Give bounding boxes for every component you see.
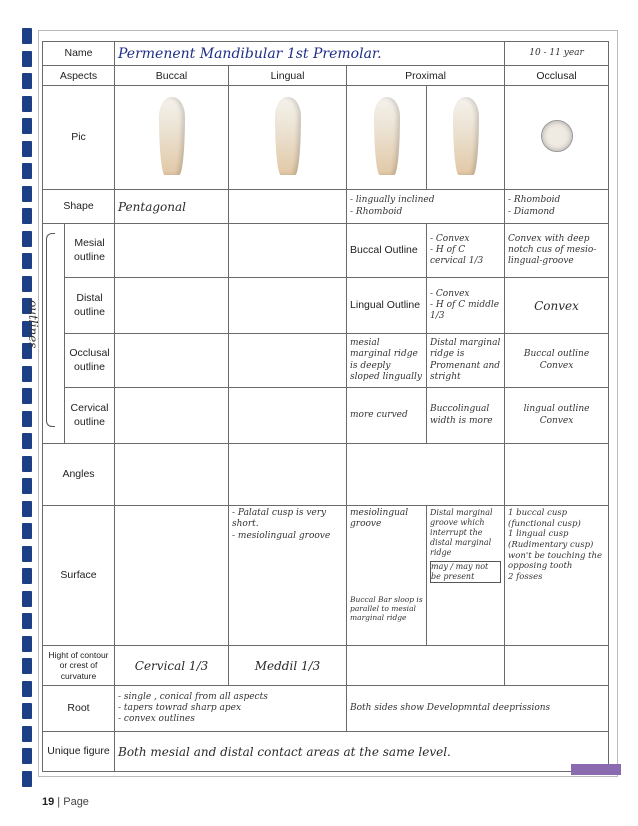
- spiral-binding: [22, 28, 32, 788]
- buccal-outline-value: - Convex - H of C cervical 1/3: [427, 224, 505, 278]
- buccal-header: Buccal: [115, 66, 229, 86]
- binding-ring: [22, 28, 32, 44]
- binding-ring: [22, 681, 32, 697]
- binding-ring: [22, 51, 32, 67]
- shape-buccal: Pentagonal: [115, 190, 229, 224]
- tooth-image: [159, 97, 185, 175]
- mesial-pic: [347, 86, 427, 190]
- occlusal-header: Occlusal: [505, 66, 609, 86]
- root-left: - single , conical from all aspects - tapers towrad sharp apex - convex outlines: [115, 686, 347, 732]
- unique-label: Unique figure: [43, 732, 115, 772]
- proximal-header: Proximal: [347, 66, 505, 86]
- surface-buccal: [115, 506, 229, 646]
- occlusal-prox-distal: Distal marginal ridge is Promenant and stright: [427, 334, 505, 388]
- lingual-outline-label: Lingual Outline: [347, 278, 427, 334]
- lingual-outline-note: lingual outline: [523, 404, 590, 415]
- buccal-outline-note: Buccal outline: [523, 349, 590, 360]
- binding-ring: [22, 141, 32, 157]
- angles-occlusal: [505, 444, 609, 506]
- height-proximal: [347, 646, 505, 686]
- binding-ring: [22, 231, 32, 247]
- tooth-image: [374, 97, 400, 175]
- tooth-name: Permenent Mandibular 1st Premolar.: [115, 42, 505, 66]
- shape-proximal: - lingually inclined - Rhomboid: [347, 190, 505, 224]
- page-corner-bar: [571, 764, 621, 775]
- pic-label: Pic: [43, 86, 115, 190]
- height-occlusal: [505, 646, 609, 686]
- name-label: Name: [43, 42, 115, 66]
- height-contour-label: Hight of contour or crest of curvature: [43, 646, 115, 686]
- mesial-lingual: [229, 224, 347, 278]
- page-footer: 19 | Page: [42, 796, 89, 808]
- binding-ring: [22, 726, 32, 742]
- age-value: 10 - 11 year: [505, 42, 609, 66]
- binding-ring: [22, 478, 32, 494]
- cervical-occ: [505, 388, 609, 444]
- binding-ring: [22, 748, 32, 764]
- binding-ring: [22, 658, 32, 674]
- occlusal-occ: [505, 334, 609, 388]
- binding-ring: [22, 501, 32, 517]
- occlusal-buccal: [115, 334, 229, 388]
- occlusal-prox-mesial: mesial marginal ridge is deeply sloped lingually: [347, 334, 427, 388]
- mesiolingual-groove-note: mesiolingual groove: [350, 508, 409, 530]
- buccal-pic: [115, 86, 229, 190]
- binding-ring: [22, 568, 32, 584]
- distal-groove-note: Distal marginal groove which interrupt the distal marginal ridge: [430, 508, 493, 557]
- height-lingual: Meddil 1/3: [229, 646, 347, 686]
- outlines-side-label: outlines: [26, 300, 40, 349]
- surface-prox-mesial: [347, 506, 427, 646]
- binding-ring: [22, 411, 32, 427]
- aspects-header: Aspects: [43, 66, 115, 86]
- binding-ring: [22, 591, 32, 607]
- unique-value: Both mesial and distal contact areas at the same level.: [115, 732, 609, 772]
- binding-ring: [22, 613, 32, 629]
- page-number: 19: [42, 796, 55, 808]
- binding-ring: [22, 118, 32, 134]
- distal-buccal: [115, 278, 229, 334]
- angles-label: Angles: [43, 444, 115, 506]
- angles-buccal: [115, 444, 229, 506]
- cervical-prox-distal: Buccolingual width is more: [427, 388, 505, 444]
- lingual-header: Lingual: [229, 66, 347, 86]
- height-buccal: Cervical 1/3: [115, 646, 229, 686]
- buccal-outline-convex: Convex: [539, 360, 574, 371]
- shape-label: Shape: [43, 190, 115, 224]
- binding-ring: [22, 456, 32, 472]
- cervical-buccal: [115, 388, 229, 444]
- distal-pic: [427, 86, 505, 190]
- surface-lingual: - Palatal cusp is very short. - mesiolingual groove: [229, 506, 347, 646]
- mesial-outline-label: Mesial outline: [65, 224, 115, 278]
- binding-ring: [22, 366, 32, 382]
- lingual-outline-value: - Convex - H of C middle 1/3: [427, 278, 505, 334]
- surface-label: Surface: [43, 506, 115, 646]
- binding-ring: [22, 186, 32, 202]
- binding-ring: [22, 388, 32, 404]
- root-right: Both sides show Developmntal deeprissions: [347, 686, 609, 732]
- tooth-image: [453, 97, 479, 175]
- shape-occlusal: - Rhomboid - Diamond: [505, 190, 609, 224]
- binding-ring: [22, 546, 32, 562]
- occlusal-outline-label: Occlusal outline: [65, 334, 115, 388]
- binding-ring: [22, 96, 32, 112]
- mesial-buccal: [115, 224, 229, 278]
- binding-ring: [22, 276, 32, 292]
- buccal-outline-label: Buccal Outline: [347, 224, 427, 278]
- cervical-lingual: [229, 388, 347, 444]
- distal-occlusal: Convex: [505, 278, 609, 334]
- cervical-prox-mesial: more curved: [347, 388, 427, 444]
- cervical-outline-label: Cervical outline: [65, 388, 115, 444]
- binding-ring: [22, 703, 32, 719]
- binding-ring: [22, 771, 32, 787]
- tooth-image: [275, 97, 301, 175]
- outlines-brace: [46, 233, 55, 427]
- buccal-bar-note: Buccal Bar sloop is parallel to mesial marginal ridge: [350, 594, 423, 623]
- occlusal-pic: [505, 86, 609, 190]
- binding-ring: [22, 208, 32, 224]
- shape-lingual: [229, 190, 347, 224]
- mesial-occlusal: Convex with deep notch cus of mesio-lingual-groove: [505, 224, 609, 278]
- angles-lingual: [229, 444, 347, 506]
- binding-ring: [22, 253, 32, 269]
- distal-outline-label: Distal outline: [65, 278, 115, 334]
- surface-prox-distal: [427, 506, 505, 646]
- surface-occlusal: 1 buccal cusp (functional cusp) 1 lingual cusp (Rudimentary cusp) won't be touching the opposing tooth 2 fosses: [505, 506, 609, 646]
- may-not-note: may / may not be present: [430, 561, 501, 583]
- binding-ring: [22, 73, 32, 89]
- binding-ring: [22, 433, 32, 449]
- occlusal-lingual: [229, 334, 347, 388]
- page-word: Page: [63, 796, 89, 808]
- binding-ring: [22, 523, 32, 539]
- binding-ring: [22, 163, 32, 179]
- binding-ring: [22, 636, 32, 652]
- root-label: Root: [43, 686, 115, 732]
- lingual-pic: [229, 86, 347, 190]
- distal-lingual: [229, 278, 347, 334]
- lingual-outline-convex: Convex: [539, 415, 574, 426]
- occlusal-image: [541, 120, 573, 152]
- angles-proximal: [347, 444, 505, 506]
- tooth-table: [42, 41, 609, 772]
